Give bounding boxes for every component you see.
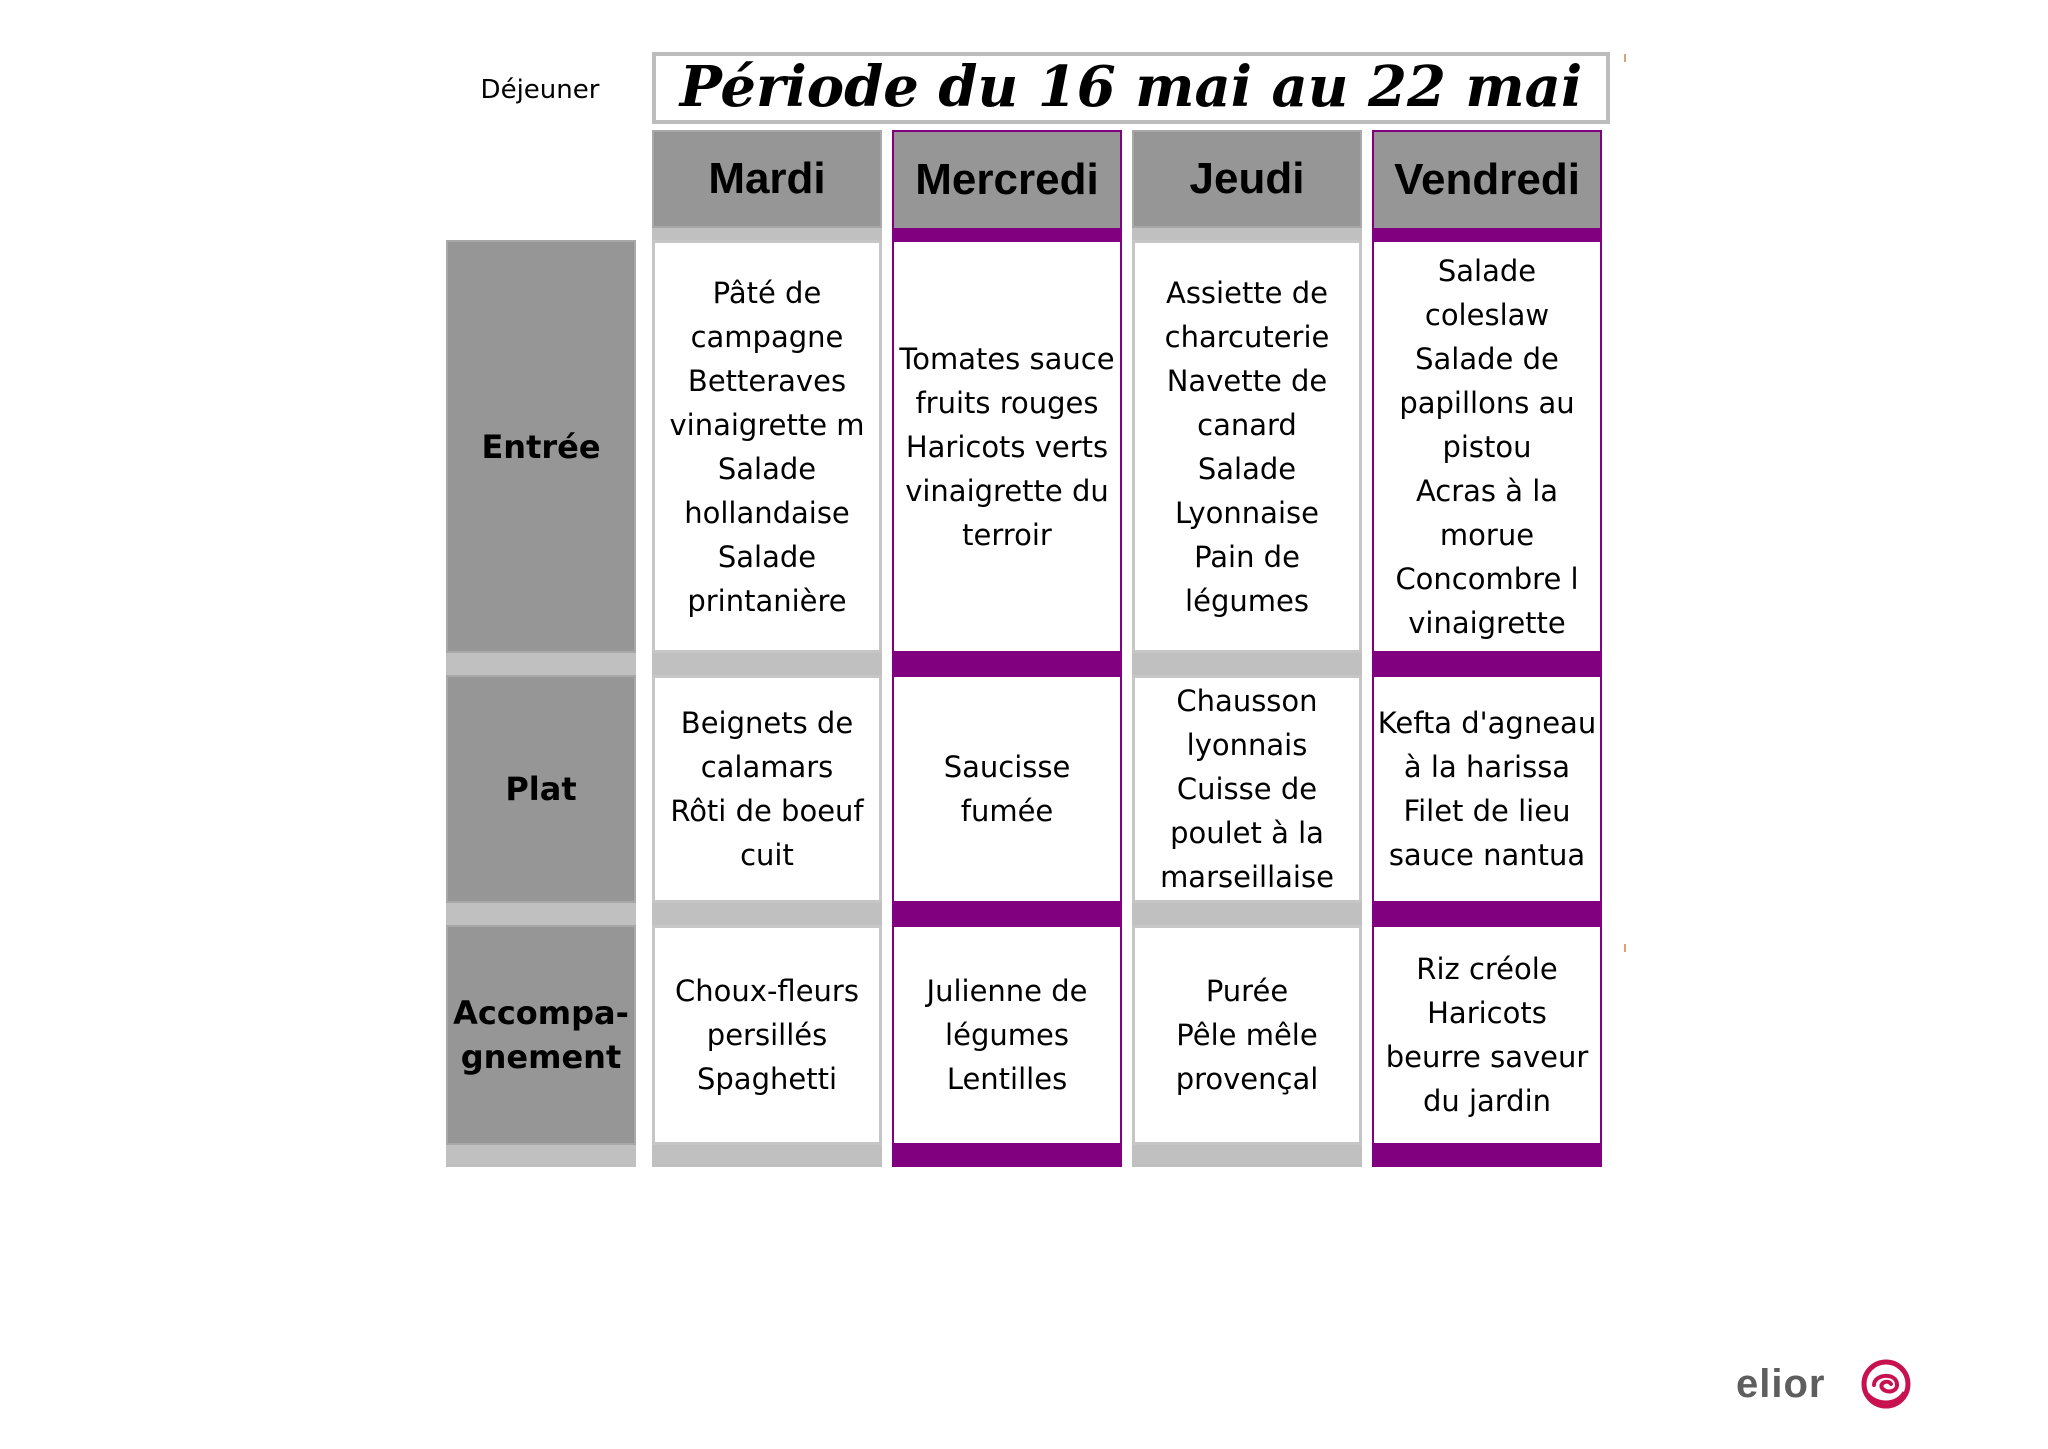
row-label-entree: Entrée — [446, 240, 636, 653]
row-label-accompagnement: Accompa- gnement — [446, 925, 636, 1145]
menu-cell-plat-jeudi — [1132, 675, 1362, 903]
dish-list: Kefta d'agneau à la harissa Filet de lieu sauce nantua — [1377, 706, 1597, 872]
menu-cell-accompagnement-vendredi — [1372, 925, 1602, 1145]
dish-list: Pâté de campagne Betteraves vinaigrette m Salade hollandaise Salade printanière — [669, 275, 865, 618]
dish-list: Purée Pêle mêle provençal — [1175, 974, 1319, 1096]
dish-list: Riz créole Haricots beurre saveur du jardin — [1385, 952, 1589, 1118]
header-bar — [1132, 228, 1362, 240]
row-label-plat: Plat — [446, 675, 636, 903]
menu-cell-entree-mercredi — [892, 240, 1122, 653]
menu-cell-entree-vendredi — [1372, 240, 1602, 653]
dish-list: Assiette de charcuterie Navette de canard Salade Lyonnaise Pain de légumes — [1164, 275, 1330, 618]
header-bar — [652, 228, 882, 240]
table-tick-mark — [1624, 944, 1626, 952]
row-bar — [652, 903, 882, 925]
row-bar — [1372, 903, 1602, 925]
row-bar — [892, 903, 1122, 925]
header-bar — [892, 228, 1122, 240]
dish-list: Beignets de calamars Rôti de boeuf cuit — [670, 706, 864, 872]
row-label-bar — [446, 1145, 636, 1167]
dish-list: Saucisse fumée — [943, 750, 1071, 828]
menu-cell-plat-mardi — [652, 675, 882, 903]
elior-rose-logo-icon — [1860, 1358, 1912, 1410]
title-tick-mark — [1624, 54, 1626, 62]
elior-logo — [1736, 1356, 1916, 1412]
menu-cell-entree-jeudi — [1132, 240, 1362, 653]
menu-cell-accompagnement-jeudi — [1132, 925, 1362, 1145]
dish-list: Julienne de légumes Lentilles — [926, 974, 1088, 1096]
row-bar — [892, 1145, 1122, 1167]
menu-cell-entree-mardi — [652, 240, 882, 653]
menu-cell-accompagnement-mercredi — [892, 925, 1122, 1145]
dish-list: Choux-fleurs persillés Spaghetti — [675, 974, 859, 1096]
row-bar — [1372, 653, 1602, 675]
day-header-mercredi: Mercredi — [892, 130, 1122, 228]
dish-list: Salade coleslaw Salade de papillons au pistou Acras à la morue Concombre l vinaigrette — [1395, 253, 1579, 640]
header-bar — [1372, 228, 1602, 240]
day-header-jeudi: Jeudi — [1132, 130, 1362, 228]
dish-list: Tomates sauce fruits rouges Haricots verts vinaigrette du terroir — [899, 341, 1115, 552]
day-header-mardi: Mardi — [652, 130, 882, 228]
row-label-bar — [446, 653, 636, 675]
meal-label: Déjeuner — [480, 75, 600, 105]
period-title: Période du 16 mai au 22 mai — [652, 52, 1610, 124]
row-bar — [652, 653, 882, 675]
menu-cell-accompagnement-mardi — [652, 925, 882, 1145]
day-header-vendredi: Vendredi — [1372, 130, 1602, 228]
row-bar — [1132, 1145, 1362, 1167]
menu-cell-plat-mercredi — [892, 675, 1122, 903]
row-bar — [1372, 1145, 1602, 1167]
row-bar — [1132, 903, 1362, 925]
row-label-bar — [446, 903, 636, 925]
dish-list: Chausson lyonnais Cuisse de poulet à la marseillaise — [1160, 684, 1334, 894]
row-bar — [892, 653, 1122, 675]
menu-cell-plat-vendredi — [1372, 675, 1602, 903]
row-bar — [1132, 653, 1362, 675]
row-bar — [652, 1145, 882, 1167]
logo-text: elior — [1736, 1362, 1826, 1406]
